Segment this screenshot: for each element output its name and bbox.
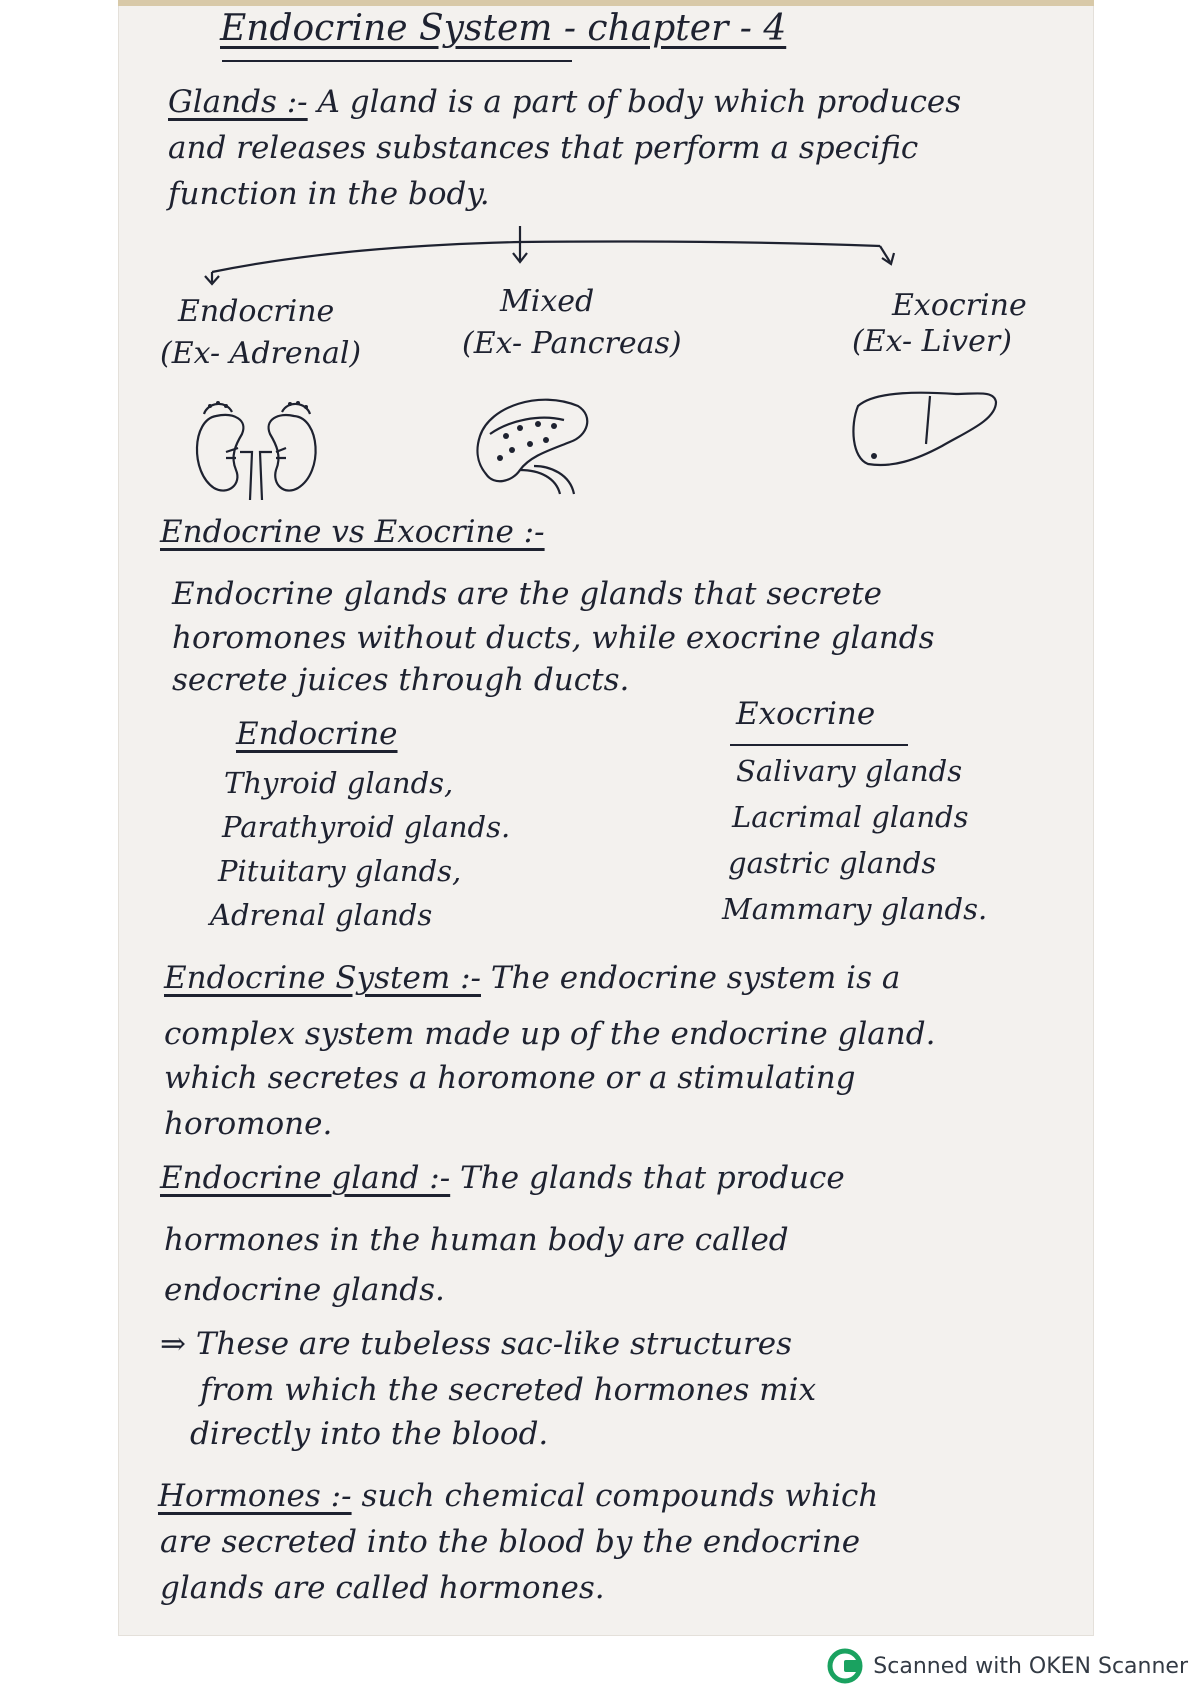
endocrine-item: Thyroid glands, bbox=[224, 766, 454, 800]
exocrine-item: gastric glands bbox=[728, 846, 937, 880]
title-double-underline bbox=[222, 60, 572, 62]
system-term: Endocrine System :- bbox=[164, 960, 481, 996]
branch-exocrine-example: (Ex- Liver) bbox=[852, 324, 1012, 359]
glands-definition-line-3: function in the body. bbox=[168, 176, 490, 212]
gland-definition-line-1: Endocrine gland :- The glands that produce bbox=[160, 1160, 845, 1196]
note-line-1: ⇒ These are tubeless sac-like structures bbox=[160, 1326, 793, 1362]
glands-term: Glands :- bbox=[168, 84, 308, 120]
exocrine-item: Salivary glands bbox=[736, 754, 963, 788]
endocrine-item: Parathyroid glands. bbox=[222, 810, 511, 844]
hormones-definition-line-1: Hormones :- such chemical compounds which bbox=[158, 1478, 879, 1514]
branch-endocrine-name: Endocrine bbox=[178, 294, 335, 329]
endocrine-item: Adrenal glands bbox=[210, 898, 433, 932]
oken-scanner-logo-icon bbox=[827, 1648, 863, 1684]
system-definition-line-1: Endocrine System :- The endocrine system is a bbox=[164, 960, 901, 996]
endocrine-column-header: Endocrine bbox=[236, 716, 398, 752]
kidneys-adrenal-icon bbox=[186, 392, 336, 502]
classification-tree-arrows bbox=[200, 220, 980, 290]
vs-heading: Endocrine vs Exocrine :- bbox=[160, 514, 545, 550]
branch-endocrine-example: (Ex- Adrenal) bbox=[160, 336, 362, 371]
scanner-text: Scanned with OKEN Scanner bbox=[873, 1653, 1188, 1679]
glands-definition-line-2: and releases substances that perform a specific bbox=[168, 130, 919, 166]
branch-mixed-example: (Ex- Pancreas) bbox=[462, 326, 682, 361]
exocrine-item: Mammary glands. bbox=[722, 892, 988, 926]
note-line-2: from which the secreted hormones mix bbox=[200, 1372, 817, 1408]
logo-block bbox=[844, 1660, 860, 1672]
gland-definition-line-3: endocrine glands. bbox=[164, 1272, 445, 1308]
vs-line-1: Endocrine glands are the glands that secrete bbox=[172, 576, 882, 612]
page-title: Endocrine System - chapter - 4 bbox=[220, 8, 787, 49]
hormones-definition-line-3: glands are called hormones. bbox=[160, 1570, 605, 1606]
endocrine-item: Pituitary glands, bbox=[218, 854, 462, 888]
note-line-3: directly into the blood. bbox=[190, 1416, 549, 1452]
pancreas-icon bbox=[460, 386, 600, 496]
system-definition-line-3: which secretes a horomone or a stimulating bbox=[164, 1060, 856, 1096]
branch-exocrine-name: Exocrine bbox=[892, 288, 1027, 323]
gland-term: Endocrine gland :- bbox=[160, 1160, 451, 1196]
vs-line-3: secrete juices through ducts. bbox=[172, 662, 630, 698]
page-top-edge bbox=[118, 0, 1094, 6]
glands-definition-line-1: Glands :- A gland is a part of body which produces bbox=[168, 84, 962, 120]
exocrine-column-header: Exocrine bbox=[736, 696, 876, 732]
liver-icon bbox=[846, 380, 1006, 480]
exocrine-header-underline bbox=[730, 744, 908, 746]
vs-line-2: horomones without ducts, while exocrine glands bbox=[172, 620, 935, 656]
exocrine-item: Lacrimal glands bbox=[732, 800, 969, 834]
hormones-definition-line-2: are secreted into the blood by the endocrine bbox=[160, 1524, 861, 1560]
system-definition-line-2: complex system made up of the endocrine gland. bbox=[164, 1016, 936, 1052]
hormones-term: Hormones :- bbox=[158, 1478, 352, 1514]
scanner-watermark bbox=[827, 1648, 1188, 1684]
gland-definition-line-2: hormones in the human body are called bbox=[164, 1222, 789, 1258]
system-definition-line-4: horomone. bbox=[164, 1106, 333, 1142]
branch-mixed-name: Mixed bbox=[500, 284, 595, 319]
